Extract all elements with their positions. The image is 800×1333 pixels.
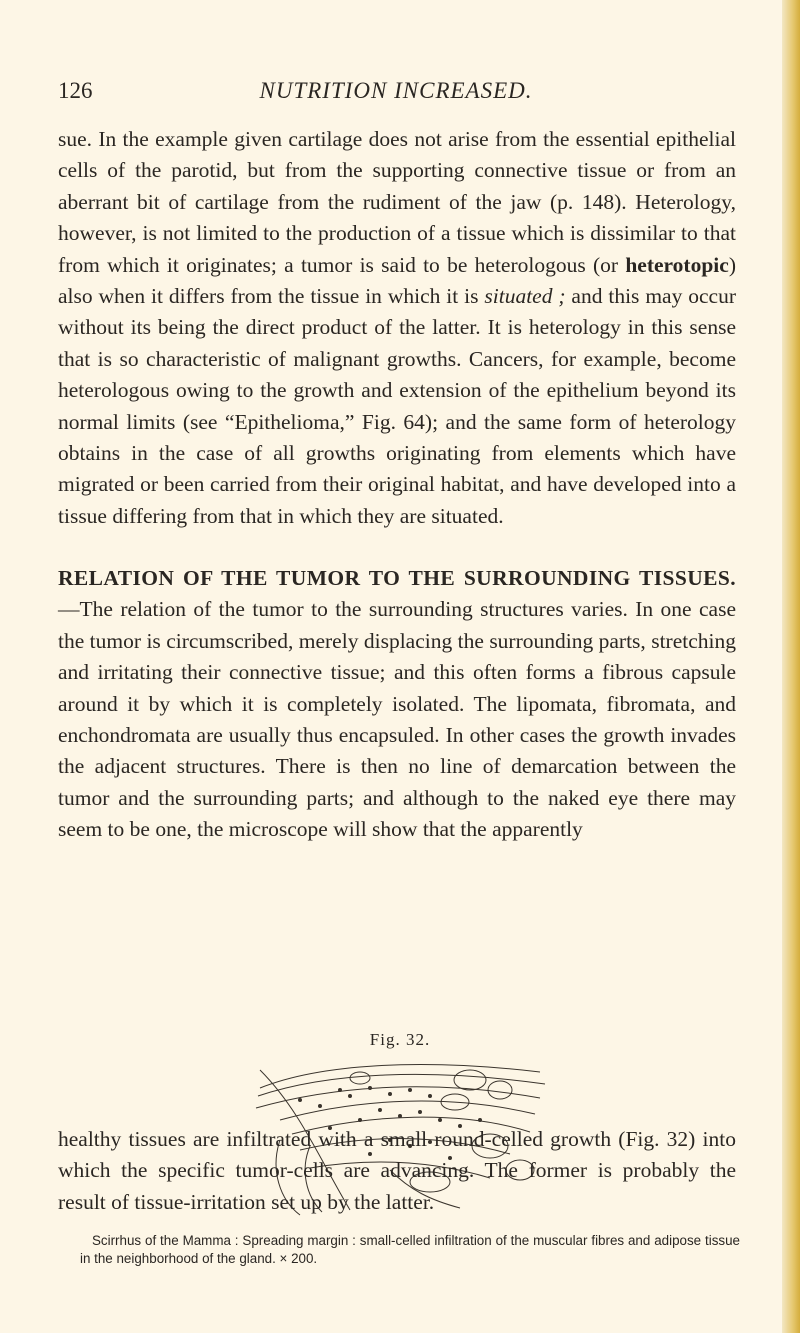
- page-header: [58, 78, 734, 108]
- page-edge: [782, 0, 800, 1333]
- paragraph-text: —The relation of the tumor to the surrounding structures varies. In one case the tumor is circumscribed, merely displacing the surrounding parts, stretching and irritating their connective tissue; and this often forms a fibrous capsule around it by which it is completely isolated. The lipomata, fibromata, and enchondromata are usually thus encapsuled. In other cases the growth invades the adjacent structures. There is then no line of demarcation between the tumor and the surrounding parts; and although to the naked eye there may seem to be one, the microscope will show that the apparently: [58, 597, 736, 842]
- paragraph-text: healthy tissues are infiltrated with a small round-celled growth (Fig. 32) into which the specific tumor-cells are advancing. The former is probably the result of tissue-irritation set up by the latter.: [58, 1127, 736, 1214]
- emphasis-situated: situated ;: [484, 284, 566, 309]
- running-head: NUTRITION INCREASED.: [259, 78, 533, 103]
- figure-label: Fig. 32.: [369, 1030, 431, 1049]
- figure-caption: Scirrhus of the Mamma : Spreading margin : small-celled infiltration of the muscular fibres and adipose tissue in the neighborhood of the gland. × 200.: [80, 1233, 740, 1266]
- paragraph-heterology: [58, 124, 736, 532]
- section-heading: RELATION OF THE TUMOR TO THE SURROUNDING TISSUES.: [58, 566, 736, 590]
- paragraph-relation: [58, 563, 736, 846]
- page-number: 126: [58, 78, 93, 103]
- paragraph-infiltration: [58, 1124, 736, 1218]
- paragraph-text: and this may occur without its being the direct product of the latter. It is heterology in this sense that is so characteristic of malignant growths. Cancers, for example, become heterologous owing to the growth and extension of the epithelium beyond its normal limits (see “Epithelioma,” Fig. 64); and the same form of heterology obtains in the case of all growths originating from elements which have migrated or been carried from their original habitat, and have developed into a tissue differing from that in which they are situated.: [58, 284, 736, 528]
- paragraph-text: sue. In the example given cartilage does not arise from the essential epithelial cells of the parotid, but from the supporting connective tissue or from an aberrant bit of cartilage from the rudiment of the jaw (p. 148). Heterology, however, is not limited to the production of a tissue which is dissimilar to that from which it originates; a tumor is said to be heterologous (or: [58, 127, 736, 277]
- term-heterotopic: heterotopic: [625, 252, 729, 277]
- paragraph-text: ) also when it differs from the tissue in which it is: [58, 252, 736, 309]
